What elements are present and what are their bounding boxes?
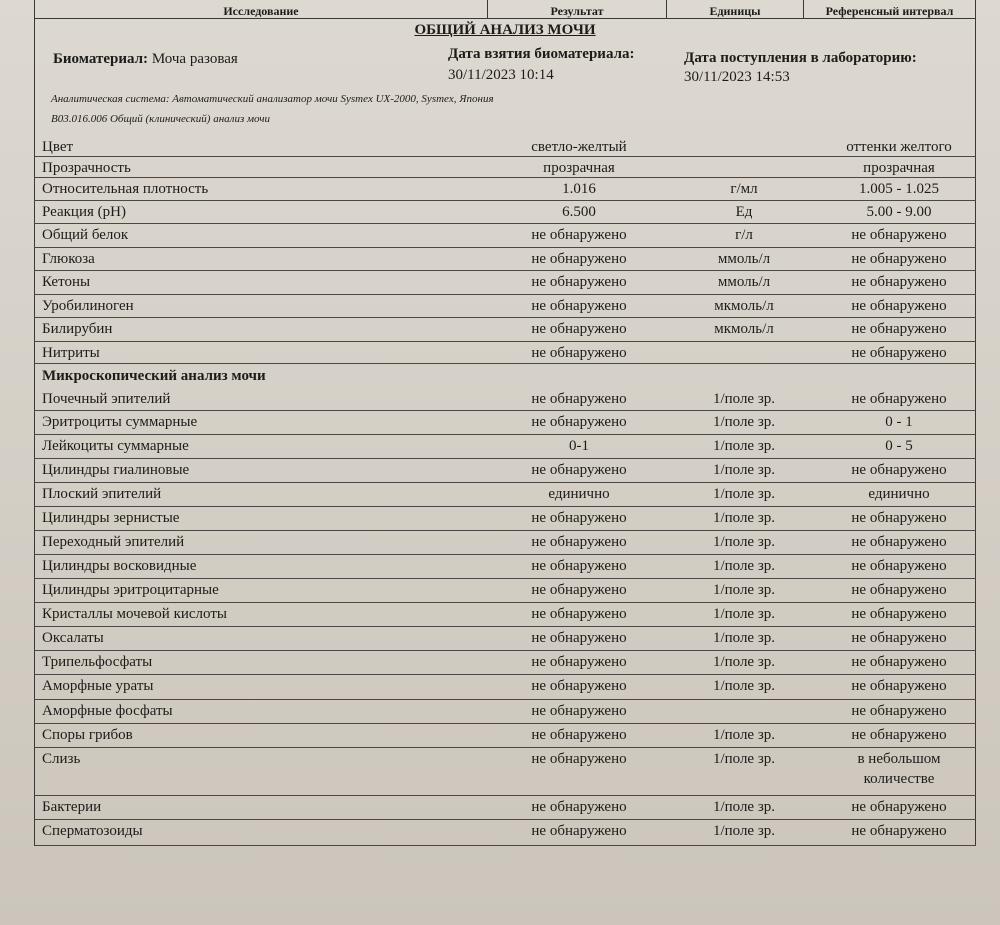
row-unit: 1/поле зр. — [712, 727, 776, 743]
row-unit: 1/поле зр. — [712, 438, 776, 454]
table-row — [34, 459, 976, 483]
table-row — [34, 388, 976, 411]
row-unit: мкмоль/л — [714, 298, 774, 314]
row-name: Лейкоциты суммарные — [42, 438, 189, 454]
table-row — [34, 411, 976, 435]
table-row — [34, 724, 976, 748]
microscopy-title: Микроскопический анализ мочи — [42, 368, 266, 384]
row-name: Переходный эпителий — [42, 534, 185, 550]
row-result: светло-желтый — [531, 139, 627, 155]
row-name: Общий белок — [42, 227, 129, 243]
row-unit: 1/поле зр. — [712, 630, 776, 646]
row-result: не обнаружено — [531, 251, 627, 267]
row-result: не обнаружено — [531, 606, 627, 622]
row-unit: 1/поле зр. — [712, 391, 776, 407]
row-result: не обнаружено — [531, 510, 627, 526]
table-row — [34, 136, 976, 157]
row-unit: г/л — [735, 227, 753, 243]
row-result: не обнаружено — [531, 630, 627, 646]
table-row — [34, 507, 976, 531]
row-unit: г/мл — [730, 181, 758, 197]
row-unit: 1/поле зр. — [712, 510, 776, 526]
row-name: Сперматозоиды — [42, 823, 143, 839]
table-row — [34, 603, 976, 627]
service-code: B03.016.006 Общий (клинический) анализ мочи — [51, 113, 270, 125]
row-ref: не обнаружено — [851, 510, 947, 526]
row-name: Кетоны — [42, 274, 91, 290]
header-col-result: Результат — [487, 0, 667, 19]
row-unit: 1/поле зр. — [712, 606, 776, 622]
row-unit: 1/поле зр. — [712, 534, 776, 550]
row-ref: 5.00 - 9.00 — [866, 204, 932, 220]
row-result: не обнаружено — [531, 462, 627, 478]
row-ref: единично — [868, 486, 930, 502]
row-unit: Ед — [735, 204, 753, 220]
row-ref: не обнаружено — [851, 251, 947, 267]
row-unit: 1/поле зр. — [712, 799, 776, 815]
table-row — [34, 579, 976, 603]
table-row — [34, 342, 976, 364]
table-row — [34, 271, 976, 295]
table-row — [34, 483, 976, 507]
sample-date-value: 30/11/2023 10:14 — [448, 67, 554, 83]
row-result: не обнаружено — [531, 799, 627, 815]
table-row — [34, 435, 976, 459]
row-unit: мкмоль/л — [714, 321, 774, 337]
header-col-ref: Референсный интервал — [803, 0, 976, 19]
row-unit: 1/поле зр. — [712, 751, 776, 767]
lab-date-label: Дата поступления в лабораторию: — [684, 50, 917, 66]
row-ref: не обнаружено — [851, 799, 947, 815]
table-row — [34, 248, 976, 271]
row-name: Аморфные фосфаты — [42, 703, 173, 719]
row-ref: не обнаружено — [851, 678, 947, 694]
row-result: не обнаружено — [531, 391, 627, 407]
row-result: не обнаружено — [531, 227, 627, 243]
table-row — [34, 555, 976, 579]
row-ref: не обнаружено — [851, 606, 947, 622]
row-ref: не обнаружено — [851, 298, 947, 314]
header-col-units: Единицы — [666, 0, 804, 19]
row-name: Трипельфосфаты — [42, 654, 153, 670]
row-name: Прозрачность — [42, 160, 131, 176]
row-unit: 1/поле зр. — [712, 486, 776, 502]
table-row — [34, 651, 976, 675]
row-result: не обнаружено — [531, 751, 627, 767]
row-name: Почечный эпителий — [42, 391, 171, 407]
row-result: 1.016 — [562, 181, 596, 197]
row-ref: 0 - 1 — [885, 414, 913, 430]
row-unit: 1/поле зр. — [712, 823, 776, 839]
row-ref: не обнаружено — [851, 727, 947, 743]
row-ref: 1.005 - 1.025 — [859, 181, 939, 197]
row-result: не обнаружено — [531, 345, 627, 361]
row-result: не обнаружено — [531, 823, 627, 839]
row-unit: 1/поле зр. — [712, 678, 776, 694]
table-row — [34, 820, 976, 846]
row-name: Относительная плотность — [42, 181, 209, 197]
table-row — [34, 295, 976, 318]
row-ref: не обнаружено — [851, 462, 947, 478]
analyzer-info: Аналитическая система: Автоматический анализатор мочи Sysmex UX-2000, Sysmex, Япония — [51, 93, 494, 105]
row-unit: 1/поле зр. — [712, 582, 776, 598]
row-name: Цвет — [42, 139, 74, 155]
table-row — [34, 201, 976, 224]
row-name: Реакция (pH) — [42, 204, 126, 220]
table-row — [34, 700, 976, 724]
table-row — [34, 157, 976, 178]
row-ref: не обнаружено — [851, 345, 947, 361]
row-ref: не обнаружено — [851, 703, 947, 719]
table-row — [34, 178, 976, 201]
row-ref: не обнаружено — [851, 630, 947, 646]
row-result: единично — [548, 486, 610, 502]
row-ref: не обнаружено — [851, 823, 947, 839]
row-ref: не обнаружено — [851, 227, 947, 243]
table-row — [34, 748, 976, 796]
row-result: не обнаружено — [531, 274, 627, 290]
row-name: Споры грибов — [42, 727, 133, 743]
table-row — [34, 627, 976, 651]
row-ref: в небольшом количестве — [857, 751, 941, 787]
row-result: 6.500 — [562, 204, 596, 220]
row-result: не обнаружено — [531, 727, 627, 743]
header-col-study: Исследование — [34, 0, 488, 19]
row-result: не обнаружено — [531, 558, 627, 574]
row-name: Эритроциты суммарные — [42, 414, 198, 430]
row-result: 0-1 — [569, 438, 589, 454]
row-ref: не обнаружено — [851, 321, 947, 337]
row-name: Цилиндры эритроцитарные — [42, 582, 219, 598]
row-unit: 1/поле зр. — [712, 414, 776, 430]
row-name: Плоский эпителий — [42, 486, 162, 502]
row-name: Билирубин — [42, 321, 113, 337]
row-name: Нитриты — [42, 345, 100, 361]
row-ref: не обнаружено — [851, 391, 947, 407]
row-result: не обнаружено — [531, 298, 627, 314]
row-result: прозрачная — [543, 160, 615, 176]
row-result: не обнаружено — [531, 678, 627, 694]
table-row — [34, 318, 976, 342]
row-name: Аморфные ураты — [42, 678, 154, 694]
row-name: Уробилиноген — [42, 298, 134, 314]
row-result: не обнаружено — [531, 654, 627, 670]
biomaterial — [53, 51, 238, 68]
row-ref: не обнаружено — [851, 654, 947, 670]
row-unit: ммоль/л — [717, 251, 771, 267]
biomaterial-label: Биоматериал: — [53, 51, 149, 67]
row-ref: оттенки желтого — [846, 139, 952, 155]
row-name: Глюкоза — [42, 251, 95, 267]
row-name: Оксалаты — [42, 630, 104, 646]
row-name: Слизь — [42, 751, 81, 767]
row-result: не обнаружено — [531, 703, 627, 719]
table-row — [34, 531, 976, 555]
row-ref: не обнаружено — [851, 582, 947, 598]
lab-date-value: 30/11/2023 14:53 — [684, 69, 790, 85]
row-ref: прозрачная — [863, 160, 935, 176]
row-result: не обнаружено — [531, 414, 627, 430]
row-name: Кристаллы мочевой кислоты — [42, 606, 227, 622]
row-result: не обнаружено — [531, 321, 627, 337]
row-name: Бактерии — [42, 799, 102, 815]
row-ref: 0 - 5 — [885, 438, 913, 454]
table-row — [34, 224, 976, 248]
row-ref: не обнаружено — [851, 558, 947, 574]
row-ref: не обнаружено — [851, 274, 947, 290]
row-result: не обнаружено — [531, 582, 627, 598]
row-unit: 1/поле зр. — [712, 654, 776, 670]
table-row — [34, 796, 976, 820]
row-unit: ммоль/л — [717, 274, 771, 290]
report-title: ОБЩИЙ АНАЛИЗ МОЧИ — [414, 22, 596, 38]
row-name: Цилиндры зернистые — [42, 510, 180, 526]
biomaterial-value: Моча разовая — [151, 51, 238, 67]
row-unit: 1/поле зр. — [712, 462, 776, 478]
row-result: не обнаружено — [531, 534, 627, 550]
row-name: Цилиндры восковидные — [42, 558, 197, 574]
row-ref: не обнаружено — [851, 534, 947, 550]
table-row — [34, 675, 976, 700]
sample-date-label: Дата взятия биоматериала: — [448, 46, 635, 62]
row-name: Цилиндры гиалиновые — [42, 462, 190, 478]
row-unit: 1/поле зр. — [712, 558, 776, 574]
